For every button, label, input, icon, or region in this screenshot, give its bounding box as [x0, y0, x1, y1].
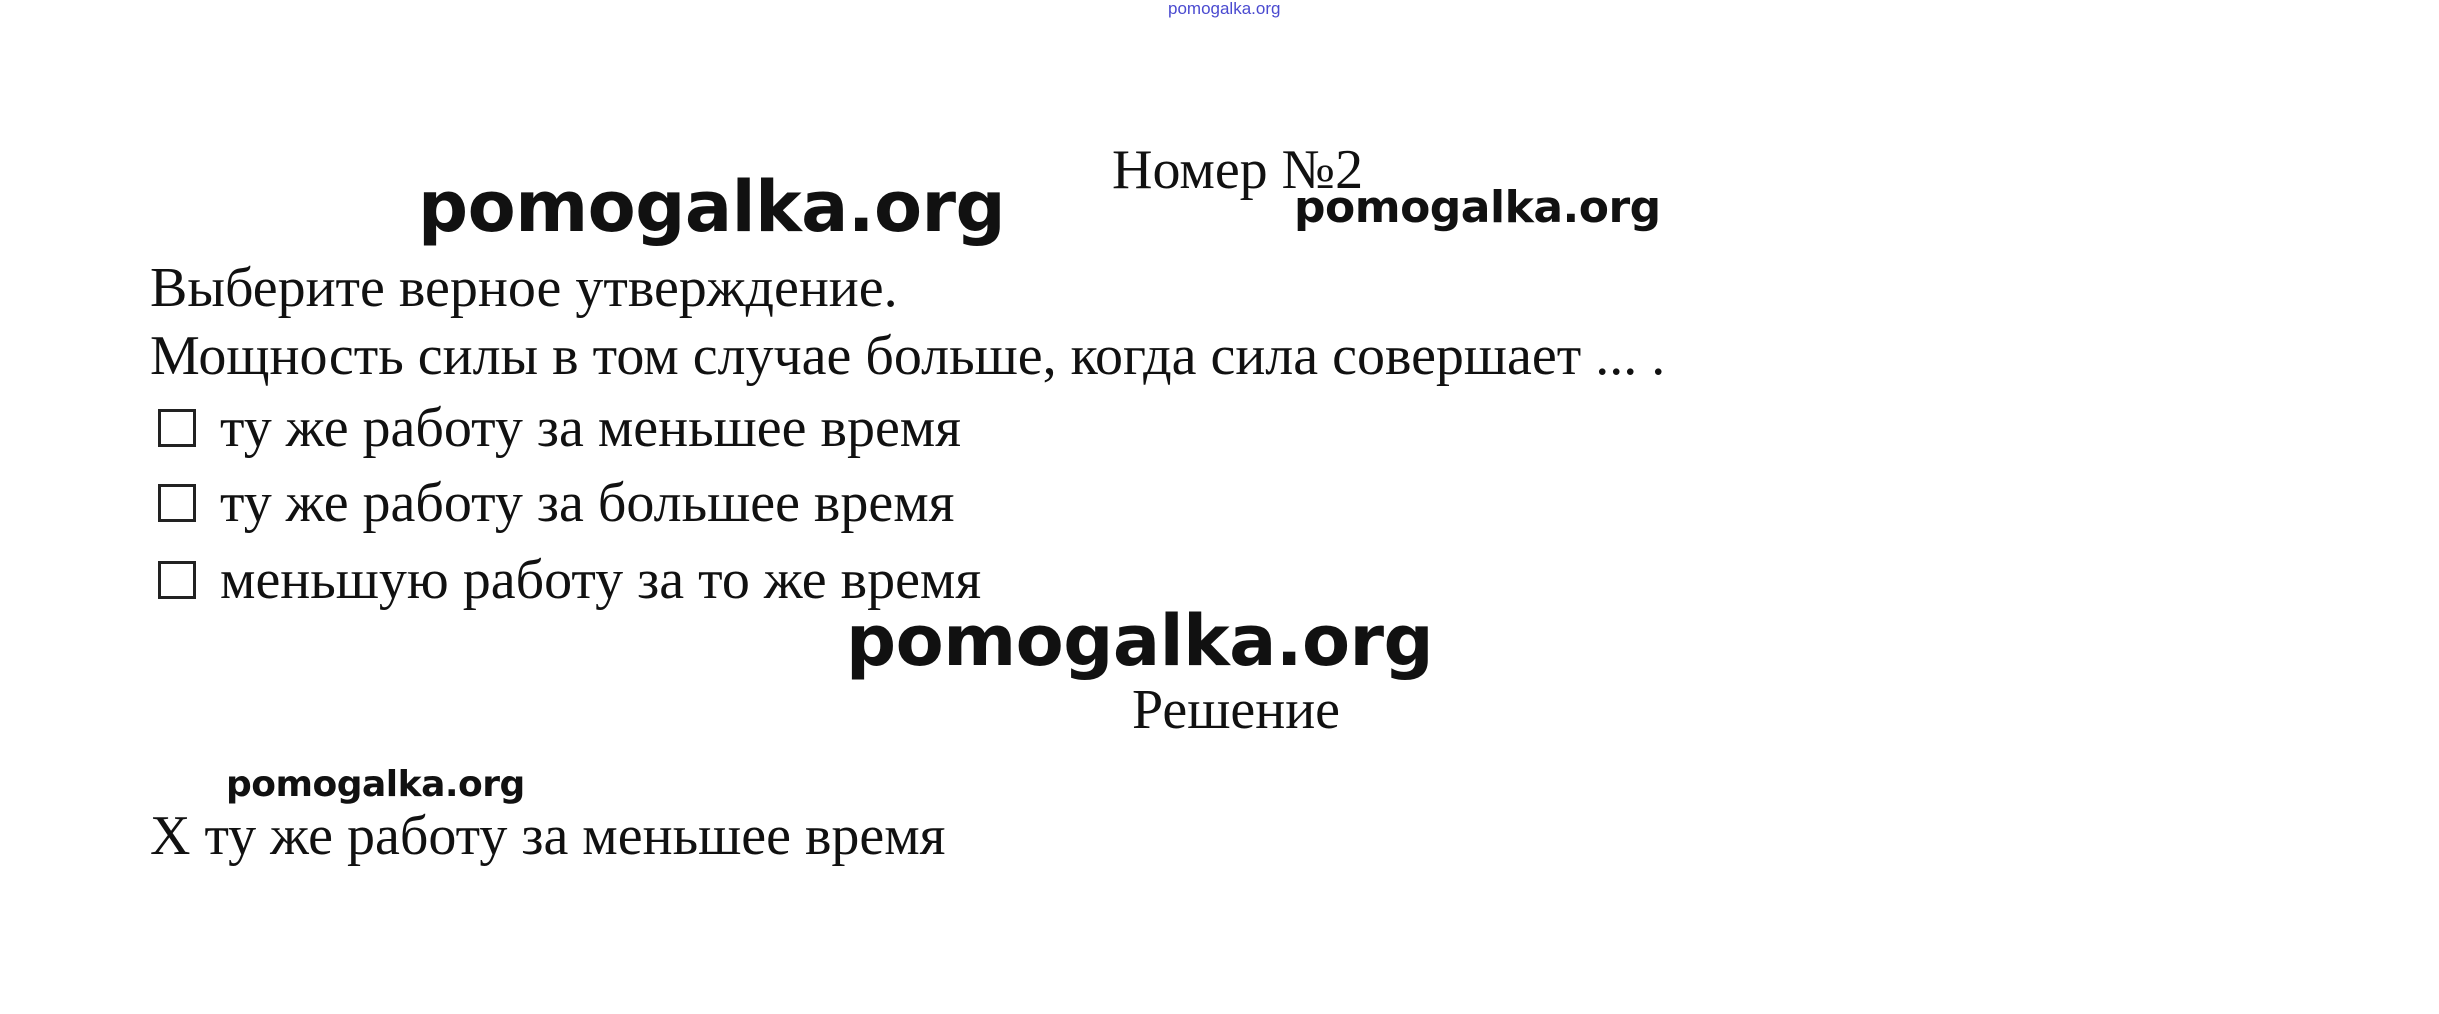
- task-instruction: Выберите верное утверждение.: [150, 257, 898, 319]
- checkbox-icon[interactable]: [158, 484, 196, 522]
- option-2[interactable]: [158, 473, 954, 533]
- watermark-small-2: pomogalka.org: [226, 764, 525, 805]
- option-label: ту же работу за большее время: [220, 472, 955, 534]
- watermark-large-1: pomogalka.org: [418, 166, 1006, 248]
- watermark-small-1: pomogalka.org: [1294, 182, 1661, 233]
- site-header-link[interactable]: pomogalka.org: [1168, 0, 1281, 18]
- watermark-large-2: pomogalka.org: [846, 600, 1434, 682]
- task-question: Мощность силы в том случае больше, когда сила совершает ... .: [150, 325, 1666, 387]
- solution-heading: Решение: [1132, 679, 1341, 741]
- checkbox-icon[interactable]: [158, 561, 196, 599]
- option-1[interactable]: [158, 398, 961, 458]
- option-label: меньшую работу за то же время: [220, 549, 982, 611]
- solution-answer: X ту же работу за меньшее время: [150, 805, 946, 867]
- option-label: ту же работу за меньшее время: [220, 397, 961, 459]
- checkbox-icon[interactable]: [158, 409, 196, 447]
- task-title: Номер №2: [1112, 139, 1364, 201]
